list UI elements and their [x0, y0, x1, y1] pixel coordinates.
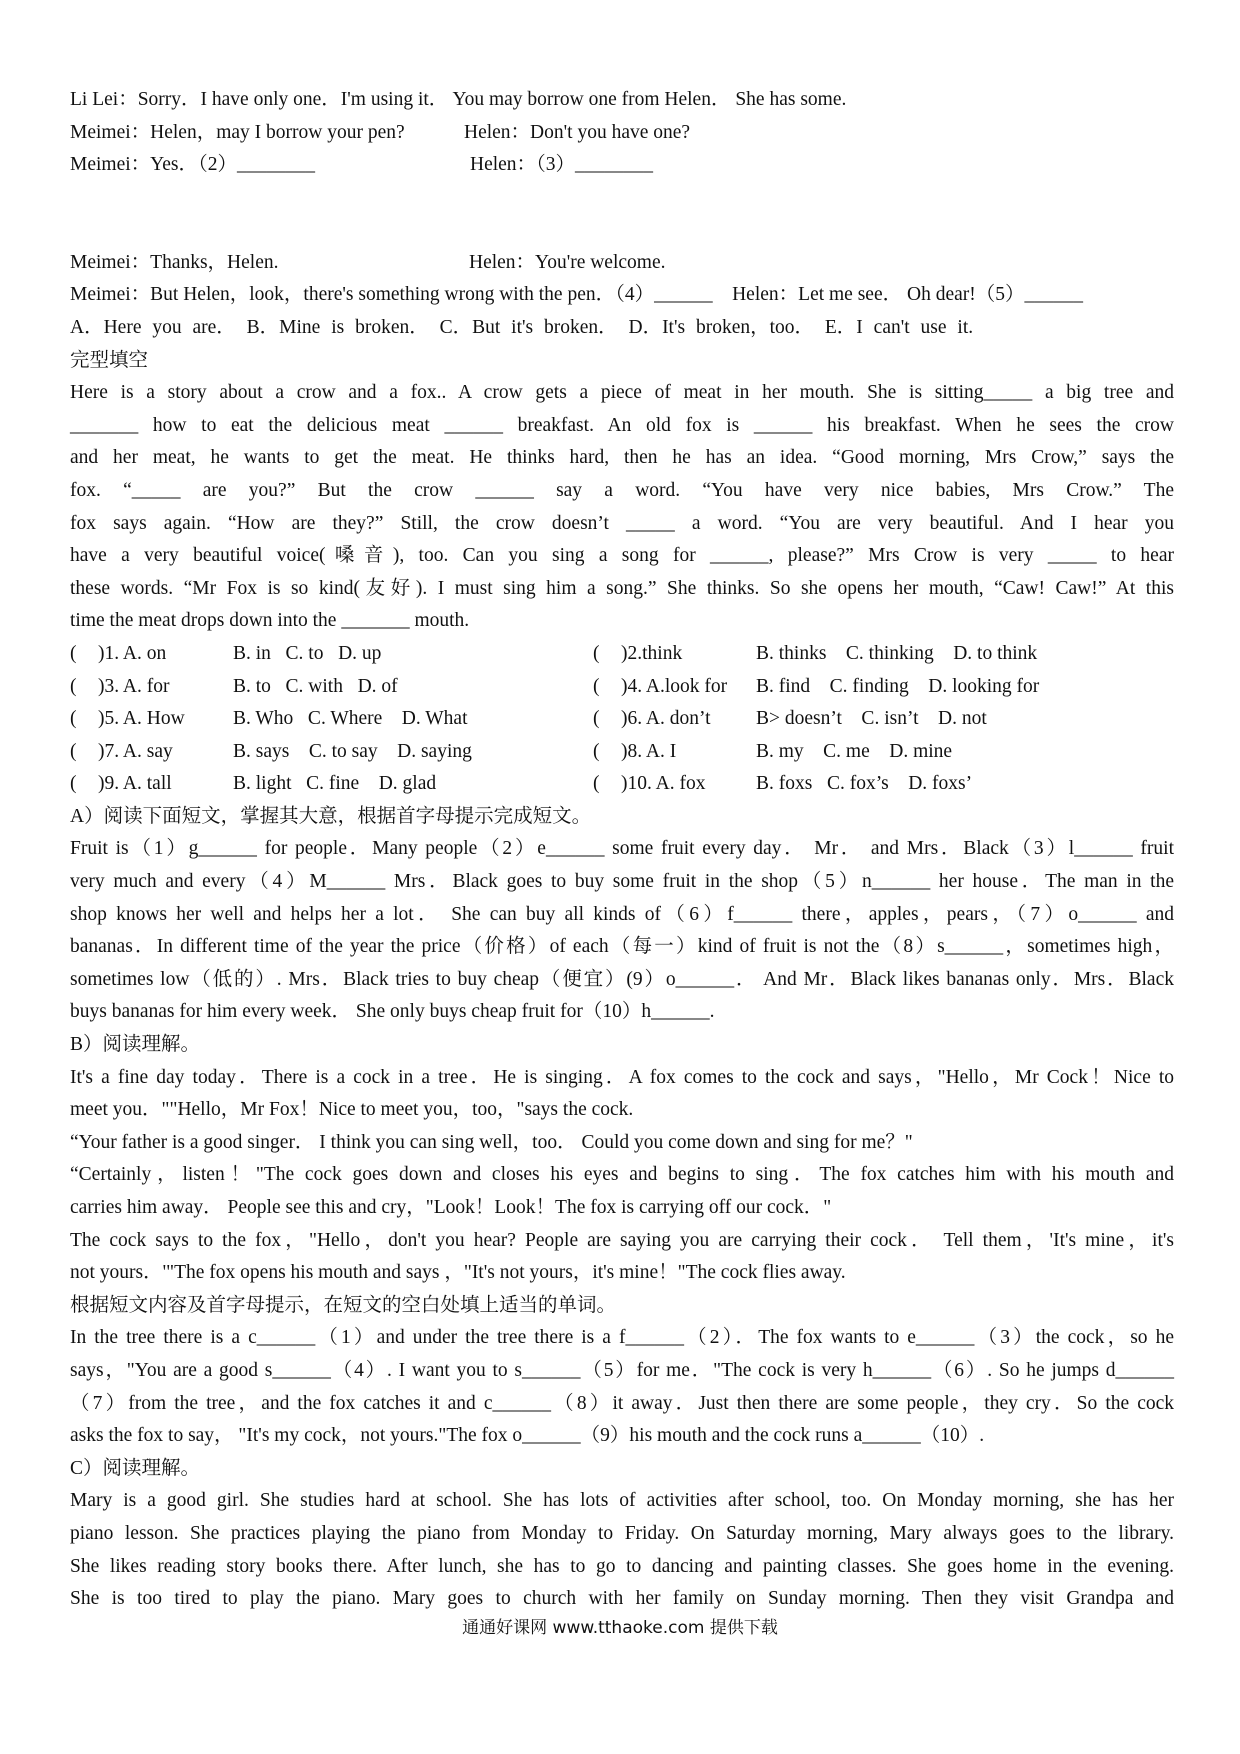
question-choices: B. in C. to D. up: [233, 642, 382, 664]
section-b-line: not yours．'"The fox opens his mouth and says ，"It's not yours，it's mine！"The cock flies away.: [70, 1262, 846, 1284]
section-a-line: very much and every（4）M______ Mrs．Black goes to buy some fruit in the shop（5）n______ her house．The man in the: [70, 871, 1174, 893]
dialogue-options: A．Here you are． B．Mine is broken． C．But it's broken． D．It's broken，too． E．I can't use it.: [70, 316, 974, 338]
dialogue-line-2: [70, 117, 1174, 150]
question-paren: (: [593, 642, 600, 664]
section-a-line: buys bananas for him every week． She only buys cheap fruit for（10）h______.: [70, 1001, 715, 1023]
section-b-line: asks the fox to say， "It's my cock，not yours."The fox o______（9）his mouth and the cock runs a______（10）.: [70, 1425, 985, 1447]
question-paren: (: [593, 773, 600, 795]
dialogue-line-3: [70, 149, 1174, 182]
section-a-passage: [70, 833, 1174, 1029]
section-b-passage: [70, 1062, 1174, 1453]
question-item: )3. A. for: [98, 675, 170, 697]
dialogue-line-5: Meimei：But Helen，look，there's something wrong with the pen．（4）______ Helen：Let me see． Oh dear!（5）______: [70, 284, 1083, 306]
section-a-line: shop knows her well and helps her a lot． She can buy all kinds of（6）f______ there，apples，pears，（7）o______ and: [70, 903, 1174, 925]
section-a-line: Fruit is（1）g______ for people．Many people（2）e______ some fruit every day． Mr． and Mrs．Black（3）l______ fruit: [70, 838, 1174, 860]
question-paren: (: [70, 740, 77, 762]
question-choices: B> doesn’t C. isn’t D. not: [756, 708, 987, 730]
section-b-line: “Certainly，listen！"The cock goes down and closes his eyes and begins to sing．The fox catches him with his mouth and: [70, 1164, 1174, 1186]
dialogue-line-1: Li Lei：Sorry．I have only one．I'm using it． You may borrow one from Helen． She has some.: [70, 89, 847, 110]
section-c-line: Mary is a good girl. She studies hard at school. She has lots of activities after school, too. On Monday morning, she has her: [70, 1490, 1174, 1512]
question-item: )10. A. fox: [621, 773, 706, 795]
section-c-line: She is too tired to play the piano. Mary goes to church with her family on Sunday morning. Then they visit Grandpa and: [70, 1588, 1174, 1610]
question-choices: B. Who C. Where D. What: [233, 708, 468, 730]
question-paren: (: [70, 708, 77, 730]
cloze-line: and her meat, he wants to get the meat. He thinks hard, then he has an idea. “Good morning, Mrs Crow,” says the: [70, 447, 1174, 469]
section-c-title: C）阅读理解。: [70, 1457, 201, 1479]
section-c-line: She likes reading story books there. After lunch, she has to go to dancing and painting classes. She goes home in the evening.: [70, 1555, 1174, 1577]
cloze-passage: [70, 377, 1174, 638]
question-choices: B. foxs C. fox’s D. foxs’: [756, 773, 973, 795]
question-item: )5. A. How: [98, 708, 185, 730]
question-item: )8. A. I: [621, 740, 677, 762]
cloze-line: _______ how to eat the delicious meat ______ breakfast. An old fox is ______ his breakfast. When he sees the crow: [70, 414, 1174, 436]
section-b-line: It's a fine day today．There is a cock in a tree．He is singing．A fox comes to the cock and says，"Hello，Mr Cock！Nice to: [70, 1066, 1174, 1088]
cloze-line: have a very beautiful voice(嗓音), too. Can you sing a song for ______, please?” Mrs Crow is very _____ to hear: [70, 545, 1174, 567]
question-paren: (: [70, 642, 77, 664]
question-choices: B. light C. fine D. glad: [233, 773, 437, 795]
helen-line: Helen：Don't you have one?: [464, 121, 691, 143]
dialogue-line-4: [70, 247, 1174, 280]
question-paren: (: [593, 708, 600, 730]
helen-welcome: Helen：You're welcome.: [469, 251, 666, 273]
section-b-title: B）阅读理解。: [70, 1034, 201, 1056]
question-item: )4. A.look for: [621, 675, 728, 697]
meimei-blank-2: Meimei：Yes．（2）________: [70, 154, 316, 176]
section-c-passage: [70, 1485, 1174, 1615]
footer-watermark: 通通好课网 www.tthaoke.com 提供下载: [462, 1618, 778, 1638]
section-b-line: meet you．""Hello，Mr Fox！Nice to meet you，too，"says the cock.: [70, 1099, 634, 1121]
section-b-line: says，"You are a good s______（4）. I want you to s______（5）for me．"The cock is very h______（6）. So he jumps d______: [70, 1359, 1174, 1381]
question-paren: (: [593, 675, 600, 697]
cloze-line: time the meat drops down into the _______ mouth.: [70, 610, 470, 632]
section-c-line: piano lesson. She practices playing the piano from Monday to Friday. On Saturday morning, Mary always goes to the library.: [70, 1522, 1174, 1544]
question-item: )7. A. say: [98, 740, 173, 762]
question-item: )1. A. on: [98, 642, 167, 664]
question-choices: B. says C. to say D. saying: [233, 740, 472, 762]
section-b-line: In the tree there is a c______（1）and under the tree there is a f______（2）．The fox wants to e______（3）the cock，so he: [70, 1327, 1174, 1349]
question-item: )6. A. don’t: [621, 708, 711, 730]
cloze-line: these words. “Mr Fox is so kind(友好). I must sing him a song.” She thinks. So she opens her mouth, “Caw! Caw!” At this: [70, 577, 1174, 599]
section-b-line: carries him away． People see this and cry，"Look！Look！The fox is carrying off our cock．": [70, 1197, 832, 1218]
question-choices: B. find C. finding D. looking for: [756, 675, 1040, 697]
cloze-title: 完型填空: [70, 349, 149, 371]
question-paren: (: [593, 740, 600, 762]
question-paren: (: [70, 773, 77, 795]
helen-blank-3: Helen：（3）________: [470, 154, 654, 176]
question-choices: B. to C. with D. of: [233, 675, 398, 697]
cloze-line: Here is a story about a crow and a fox.. A crow gets a piece of meat in her mouth. She is sitting_____ a big tree and: [70, 382, 1174, 404]
question-paren: (: [70, 675, 77, 697]
meimei-line: Meimei：Helen，may I borrow your pen?: [70, 121, 405, 143]
section-b-line: “Your father is a good singer． I think you can sing well，too． Could you come down and sing for me？": [70, 1131, 913, 1153]
meimei-thanks: Meimei：Thanks，Helen.: [70, 251, 279, 273]
section-b-line: The cock says to the fox，"Hello，don't you hear? People are saying you are carrying their cock． Tell them，'It's mine，it's: [70, 1229, 1174, 1251]
cloze-line: fox. “_____ are you?” But the crow ______ say a word. “You have very nice babies, Mrs Crow.” The: [70, 479, 1174, 501]
cloze-questions: [70, 638, 1174, 801]
section-b-instruction: 根据短文内容及首字母提示，在短文的空白处填上适当的单词。: [70, 1294, 617, 1316]
section-b-line: （7）from the tree，and the fox catches it and c______（8）it away．Just then there are some people，they cry．So the cock: [70, 1392, 1174, 1414]
question-item: )9. A. tall: [98, 773, 172, 795]
section-a-line: sometimes low（低的）. Mrs．Black tries to buy cheap（便宜）(9）o______． And Mr．Black likes bananas only．Mrs．Black: [70, 968, 1174, 990]
cloze-line: fox says again. “How are they?” Still, the crow doesn’t _____ a word. “You are very beautiful. And I hear you: [70, 512, 1174, 534]
question-item: )2.think: [621, 642, 683, 664]
blank-space: [70, 182, 1174, 247]
question-choices: B. thinks C. thinking D. to think: [756, 642, 1038, 664]
section-a-line: bananas．In different time of the year the price（价格）of each（每一）kind of fruit is not the（8）s______，sometimes high，: [70, 936, 1174, 958]
question-choices: B. my C. me D. mine: [756, 740, 953, 762]
section-a-title: A）阅读下面短文，掌握其大意，根据首字母提示完成短文。: [70, 805, 592, 827]
